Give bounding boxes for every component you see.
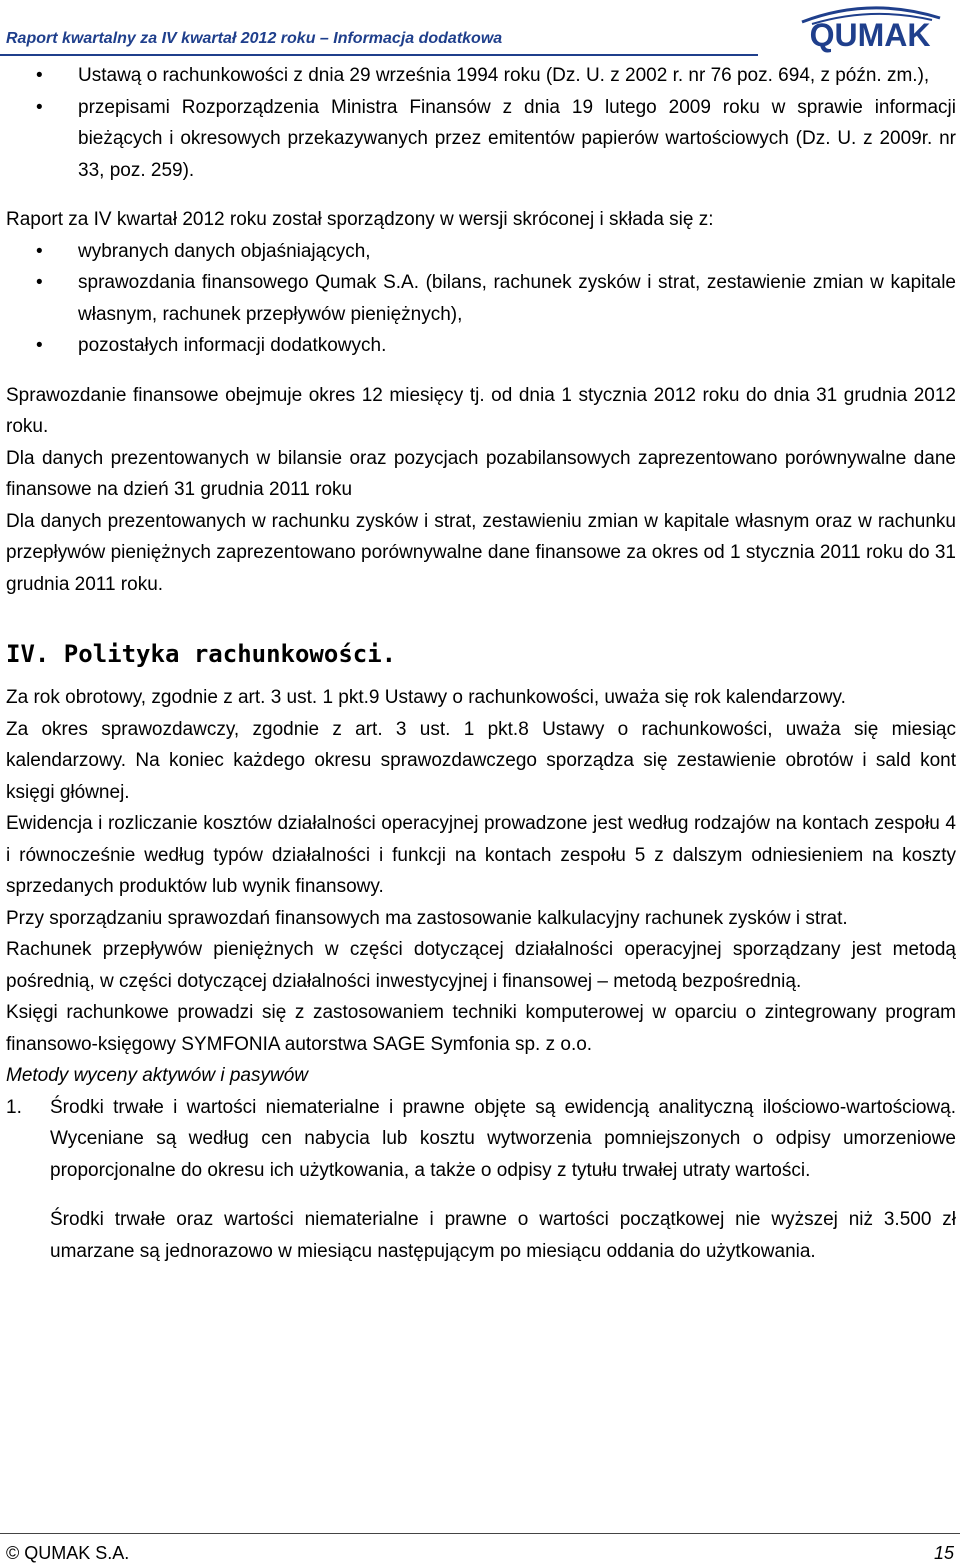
footer-rule xyxy=(0,1533,960,1534)
bullet-icon: • xyxy=(36,240,43,262)
paragraph: Księgi rachunkowe prowadzi się z zastosowaniem techniki komputerowej w oparciu o zintegrowany program finansowo-księgowy SYMFONIA autorstwa SAGE Symfonia sp. z o.o. xyxy=(6,1002,956,1055)
footer-company: © QUMAK S.A. xyxy=(6,1543,130,1563)
bullet-icon: • xyxy=(36,65,43,86)
header-title: Raport kwartalny za IV kwartał 2012 roku – Informacja dodatkowa xyxy=(6,30,503,47)
list-item: • sprawozdania finansowego Qumak S.A. (bilans, rachunek zysków i strat, zestawienie zmian w kapitale własnym, rachunek przepływów pieniężnych), xyxy=(6,267,956,330)
numbered-item: 1. Środki trwałe i wartości niematerialne i prawne objęte są ewidencją analityczną ilościowo-wartościową. Wyceniane są według cen nabycia lub kosztu wytworzenia pomniejszonych o odpisy umorzeniowe proporcjonalne do okresu ich użytkowania, a także o odpisy z tytułu trwałej utraty wartości. xyxy=(6,1092,956,1187)
logo-text: QUMAK xyxy=(809,17,931,53)
page-number: 15 xyxy=(933,1543,954,1563)
list-item: • przepisami Rozporządzenia Ministra Finansów z dnia 19 lutego 2009 roku w sprawie informacji bieżących i okresowych przekazywanych przez emitentów papierów wartościowych (Dz. U. z 2009r. nr 33, poz. 259). xyxy=(6,92,956,187)
paragraph: Dla danych prezentowanych w bilansie oraz pozycjach pozabilansowych zaprezentowano porównywalne dane finansowe na dzień 31 grudnia 2011 roku xyxy=(6,447,956,500)
paragraph: Przy sporządzaniu sprawozdań finansowych ma zastosowanie kalkulacyjny rachunek zysków i strat. xyxy=(6,907,848,929)
item-number: 1. xyxy=(6,1096,22,1118)
paragraph: Dla danych prezentowanych w rachunku zysków i strat, zestawieniu zmian w kapitale własnym oraz w rachunku przepływów pieniężnych zaprezentowano porównywalne dane finansowe za okres od 1 stycznia 2011 roku do 31 grudnia 2011 roku. xyxy=(6,510,956,595)
list-item: • pozostałych informacji dodatkowych. xyxy=(6,330,956,362)
paragraph: Sprawozdanie finansowe obejmuje okres 12 miesięcy tj. od dnia 1 stycznia 2012 roku do dnia 31 grudnia 2012 roku. xyxy=(6,384,956,437)
list-item: • Ustawą o rachunkowości z dnia 29 września 1994 roku (Dz. U. z 2002 r. nr 76 poz. 694, z późn. zm.), xyxy=(6,60,956,92)
numbered-item-continuation: Środki trwałe oraz wartości niematerialne i prawne o wartości początkowej nie wyższej niż 3.500 zł umarzane są jednorazowo w miesiącu następującym po miesiącu oddania do użytkowania. xyxy=(50,1209,956,1262)
header-rule xyxy=(0,54,758,56)
methods-title: Metody wyceny aktywów i pasywów xyxy=(6,1065,308,1086)
bullet-icon: • xyxy=(36,272,43,293)
bullet-icon: • xyxy=(36,335,43,356)
paragraph: Za okres sprawozdawczy, zgodnie z art. 3 ust. 1 pkt.8 Ustawy o rachunkowości, uważa się miesiąc kalendarzowy. Na koniec każdego okresu sprawozdawczego sporządza się zestawienie obrotów i sald kont księgi głównej. xyxy=(6,718,956,803)
bullet-icon: • xyxy=(36,96,43,118)
paragraph: Za rok obrotowy, zgodnie z art. 3 ust. 1 pkt.9 Ustawy o rachunkowości, uważa się rok kalendarzowy. xyxy=(6,687,846,708)
report-intro: Raport za IV kwartał 2012 roku został sporządzony w wersji skróconej i składa się z: xyxy=(6,209,714,230)
page-header xyxy=(0,0,960,60)
section-heading: IV. Polityka rachunkowości. xyxy=(6,640,397,668)
paragraph: Rachunek przepływów pieniężnych w części dotyczącej działalności operacyjnej sporządzany jest metodą pośrednią, w części dotyczącej działalności inwestycyjnej i finansowej – metodą bezpośrednią. xyxy=(6,939,956,992)
document-body xyxy=(6,60,956,1267)
list-item: • wybranych danych objaśniających, xyxy=(6,236,956,268)
paragraph: Ewidencja i rozliczanie kosztów działalności operacyjnej prowadzone jest według rodzajów na kontach zespołu 4 i równocześnie według typów działalności i funkcji na kontach zespołu 5 z dalszym odniesieniem na koszty sprzedanych produktów lub wynik finansowy. xyxy=(6,813,956,897)
qumak-logo xyxy=(782,2,958,58)
